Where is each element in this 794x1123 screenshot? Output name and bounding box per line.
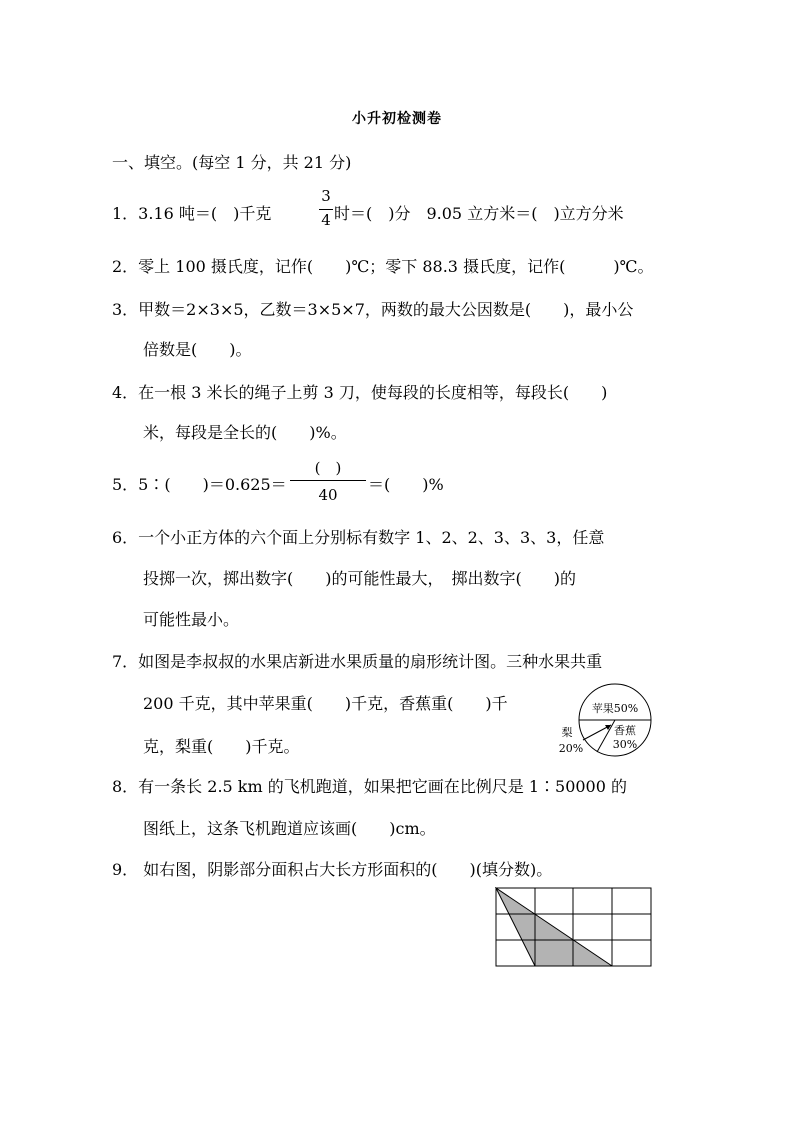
q1-frac-bar [319, 209, 333, 210]
q4-line1: 4．在一根 3 米长的绳子上剪 3 刀，使每段的长度相等，每段长( ) [112, 383, 608, 402]
q1-frac-den: 4 [321, 211, 331, 229]
q7-line2: 200 千克，其中苹果重( )千克，香蕉重( )千 [143, 694, 508, 713]
pie-value-banana: 30% [612, 738, 638, 751]
q9-text: 9． 如右图，阴影部分面积占大长方形面积的( )(填分数)。 [112, 860, 553, 879]
pie-chart [555, 678, 665, 762]
shaded-triangle [496, 888, 612, 966]
q1-frac-num: 3 [321, 187, 331, 205]
pie-label-apple: 苹果50% [591, 702, 639, 715]
q5-part1: 5．5∶( )＝0.625＝ [112, 475, 287, 494]
q7-line1: 7．如图是李叔叔的水果店新进水果质量的扇形统计图。三种水果共重 [112, 652, 603, 671]
q6-line1: 6．一个小正方体的六个面上分别标有数字 1、2、2、3、3、3，任意 [112, 528, 605, 547]
q6-line3: 可能性最小。 [143, 610, 240, 629]
q1-part2: 时＝( )分 9.05 立方米＝( )立方分米 [334, 204, 624, 223]
pie-label-banana: 香蕉 [614, 724, 636, 737]
q5-frac-bar [290, 480, 366, 481]
q5-part2: ＝( )% [368, 475, 444, 494]
q3-line1: 3．甲数＝2×3×5，乙数＝3×5×7，两数的最大公因数是( )，最小公 [112, 300, 634, 319]
q5-frac-num: ( ) [314, 459, 342, 477]
q8-line1: 8．有一条长 2.5 km 的飞机跑道，如果把它画在比例尺是 1∶50000 的 [112, 777, 628, 796]
q4-line2: 米，每段是全长的( )%。 [143, 423, 347, 442]
q3-line2: 倍数是( )。 [143, 340, 252, 359]
page-title: 小升初检测卷 [352, 111, 442, 127]
q1-part1: 1．3.16 吨＝( )千克 [112, 204, 272, 223]
pie-label-pear: 梨 [561, 726, 573, 739]
q5-frac-den: 40 [318, 486, 338, 504]
q6-line2: 投掷一次，掷出数字( )的可能性最大， 掷出数字( )的 [143, 569, 576, 588]
grid-figure [495, 887, 653, 969]
q7-line3: 克，梨重( )千克。 [143, 737, 300, 756]
section-heading: 一、填空。(每空 1 分，共 21 分) [112, 153, 352, 172]
q8-line2: 图纸上，这条飞机跑道应该画( )cm。 [143, 819, 436, 838]
pie-value-pear: 20% [558, 742, 584, 755]
q2-text: 2．零上 100 摄氏度，记作( )℃；零下 88.3 摄氏度，记作( )℃。 [112, 257, 654, 276]
